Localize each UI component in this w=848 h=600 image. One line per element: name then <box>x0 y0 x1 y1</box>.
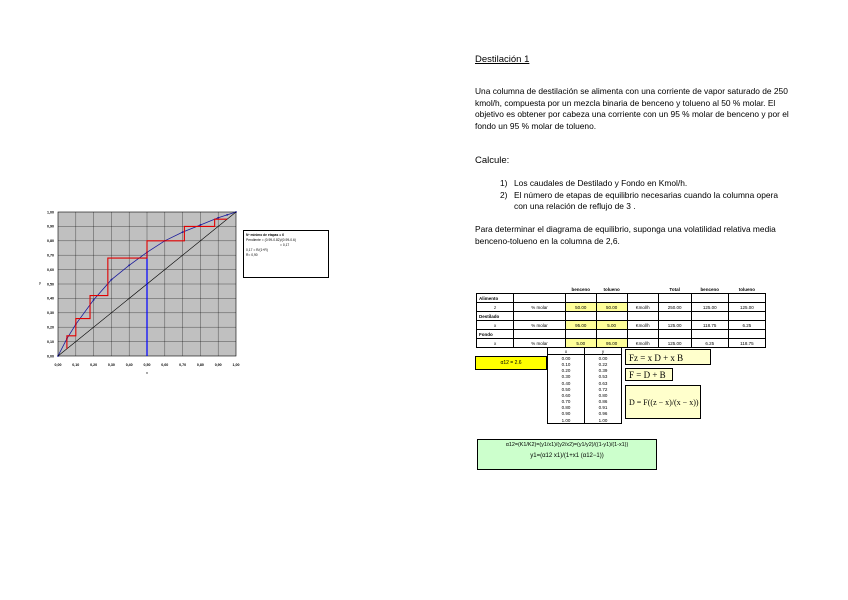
unit: % molar <box>514 303 566 312</box>
unit: % molar <box>514 321 566 330</box>
y-tick-label: 1,00 <box>47 210 54 215</box>
alpha-definition: α12=(K1/K2)=(y1/x1)/(y2/x2)=(y1/y2)/((1-y1)/(1-x1)) <box>505 442 629 448</box>
x-tick-label: 0,40 <box>125 363 133 367</box>
x-tick-label: 0,20 <box>90 363 98 367</box>
total-cell: 125.00 <box>658 339 691 348</box>
y-definition: y1=(α12 x1)/(1+x1 (α12−1)) <box>530 453 604 459</box>
col-header: tolueno <box>738 286 756 292</box>
y-tick-label: 0,50 <box>47 282 54 287</box>
volatility-note: Para determinar el diagrama de equilibrio, suponga una volatilidad relativa media benceno-tolueno en la columna de 2,6. <box>475 224 776 246</box>
problem-statement: Una columna de destilación se alimenta con una corriente de vapor saturado de 250 kmol/h, compuesta por un mezcla binaria de benceno y tolueno al 50 % molar. El objetivo es obtener por cabeza una corriente con un 95 % molar de benceno y por el fondo un 95 % molar de tolueno. <box>475 86 789 131</box>
col-header: y <box>585 348 622 355</box>
note-line: = 0,17 <box>280 243 290 247</box>
question-item: 1) Los caudales de Destilado y Fondo en Kmol/h. <box>500 178 688 188</box>
equilibrium-point <box>182 231 184 233</box>
equilibrium-point <box>200 224 202 226</box>
y-tick-label: 0,70 <box>47 253 54 258</box>
equilibrium-point <box>111 279 113 281</box>
y-tick-label: 0,20 <box>47 325 54 330</box>
x-tick-label: 0,80 <box>196 363 204 367</box>
flow-unit: Kmol/h <box>627 339 658 348</box>
symbol: x <box>477 321 514 330</box>
question-list <box>500 178 790 213</box>
x-tick-label: 0,30 <box>107 363 115 367</box>
formula-distillate: D = F((z − x)/(x − x)) <box>625 385 701 419</box>
cell: 6.25 <box>691 339 728 348</box>
formula-mass-balance: Fz = x D + x B <box>625 349 711 365</box>
question-item: 2) El número de etapas de equilibrio necesarias cuando la columna opera con una relación de reflujo de 3 . <box>500 189 778 211</box>
y-axis-label: y <box>39 280 41 285</box>
equilibrium-point <box>226 214 228 216</box>
col-header: tolueno <box>603 286 620 292</box>
unit: % molar <box>514 339 566 348</box>
x-tick-label: 0,90 <box>214 363 222 367</box>
x-tick-label: 0,70 <box>179 363 187 367</box>
cell: 118.75 <box>691 321 728 330</box>
section-label: Fondo <box>477 330 514 339</box>
total-cell: 250.00 <box>658 303 691 312</box>
note-line: 0,17 = R/(1+R) <box>246 248 268 252</box>
flow-unit: Kmol/h <box>627 303 658 312</box>
doc-title: Destilación 1 <box>475 54 530 65</box>
volatility-definitions <box>477 439 657 470</box>
section-label: Destilado <box>477 312 514 321</box>
x-tick-label: 1,00 <box>232 363 240 367</box>
calcule-label: Calcule: <box>475 155 510 166</box>
equilibrium-xy-table: x y 0.00 0.00 0.10 0.22 0.20 0.39 0.30 0.53 0.40 0.63 0.50 0.72 0.60 0.80 0.70 0.86 0.80 0.91 0.90 0.96 1.00 1.00 <box>547 347 622 424</box>
col-header: Total <box>669 286 680 292</box>
input-cell: 95.00 <box>596 339 627 348</box>
col-header: benceno <box>571 286 590 292</box>
x-tick-label: 0,60 <box>161 363 169 367</box>
note-line: Nº mínimo de etapas = 6 <box>246 233 284 237</box>
x-axis-label: x <box>146 370 148 375</box>
x-tick-label: 0,10 <box>72 363 80 367</box>
flow-unit: Kmol/h <box>627 321 658 330</box>
mass-balance-table <box>476 285 766 348</box>
note-line: R= 0,90 <box>246 253 258 257</box>
alpha-value-box: α12 = 2.6 <box>475 356 547 370</box>
formula-total-balance: F = D + B <box>625 368 673 381</box>
col-header: x <box>548 348 585 355</box>
y-tick-label: 0,80 <box>47 239 54 244</box>
cell: 125.00 <box>728 303 765 312</box>
input-cell: 95.00 <box>565 321 596 330</box>
chart-note <box>243 230 329 278</box>
input-cell: 50.00 <box>565 303 596 312</box>
y-tick-label: 0,00 <box>47 354 54 359</box>
x-tick-label: 0,00 <box>54 363 62 367</box>
input-cell: 5.00 <box>565 339 596 348</box>
total-cell: 125.00 <box>658 321 691 330</box>
y-tick-label: 0,10 <box>47 339 54 344</box>
input-cell: 5.00 <box>596 321 627 330</box>
col-header: benceno <box>700 286 719 292</box>
cell: 6.25 <box>728 321 765 330</box>
cell: 125.00 <box>691 303 728 312</box>
input-cell: 50.00 <box>596 303 627 312</box>
y-tick-label: 0,60 <box>47 267 54 272</box>
y-tick-label: 0,90 <box>47 224 54 229</box>
cell: 118.75 <box>728 339 765 348</box>
equilibrium-point <box>217 217 219 219</box>
equilibrium-point <box>93 299 95 301</box>
symbol: x <box>477 339 514 348</box>
symbol: z <box>477 303 514 312</box>
x-tick-label: 0,50 <box>143 363 151 367</box>
y-tick-label: 0,30 <box>47 311 54 316</box>
note-line: Pendiente = (0.99-0.82)/(0.99-0.6) <box>246 238 296 242</box>
y-tick-label: 0,40 <box>47 296 54 301</box>
equilibrium-point <box>128 264 130 266</box>
section-label: Alimento <box>477 294 514 303</box>
